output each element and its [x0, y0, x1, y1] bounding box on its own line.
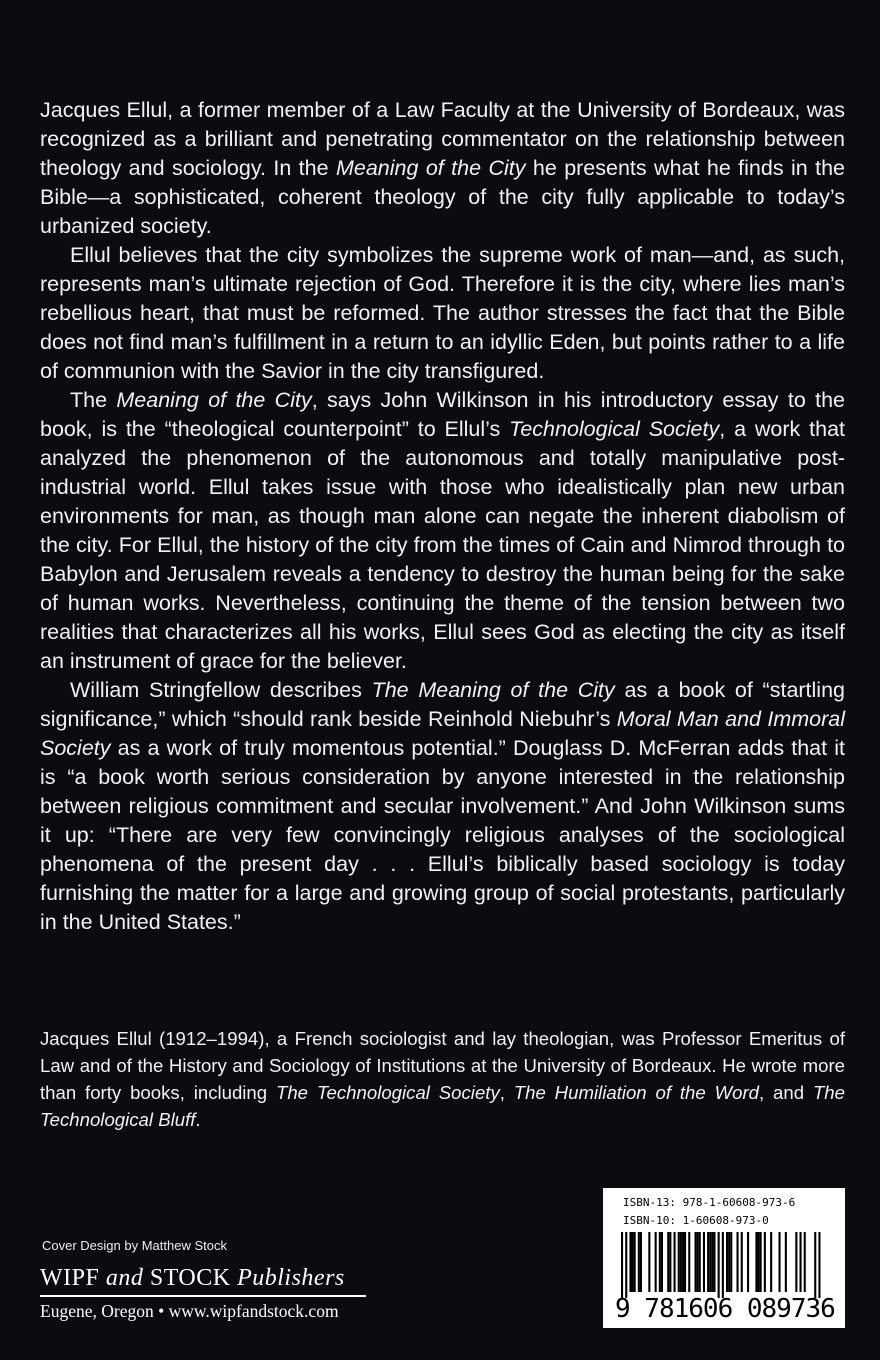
- text-run: , says John Wilkinson in his introductory essay to the book, is the “theological counterpoint” to Ellul’s: [40, 388, 845, 441]
- barcode-bar: [638, 1232, 640, 1292]
- text-run: he presents what he finds in the Bible—a sophisticated, coherent theology of the city fully applicable to today’s urbanized society.: [40, 156, 845, 238]
- barcode-bar: [682, 1232, 684, 1292]
- text-run: , a work that analyzed the phenomenon of the autonomous and totally manipulative post-industrial world. Ellul takes issue with those who idealistically plan new urban environments for man, as though man alone can negate the inherent diabolism of the city. For Ellul, the history of the city from the times of Cain and Nimrod through to Babylon and Jerusalem reveals a tendency to destroy the human being for the sake of human works. Nevertheless, continuing the theme of the tension between two realities that characterizes all his works, Ellul sees God as electing the city as itself an instrument of grace for the believer.: [40, 417, 845, 673]
- barcode-bar: [764, 1232, 766, 1292]
- italic-title: The Humiliation of the Word: [513, 1082, 760, 1103]
- barcode-bar: [634, 1232, 636, 1292]
- barcode-bar: [621, 1232, 623, 1298]
- barcode-bar: [814, 1232, 816, 1298]
- barcode-bar: [648, 1232, 650, 1292]
- text-run: The: [70, 388, 117, 412]
- barcode-bar: [632, 1232, 634, 1292]
- barcode-bar: [680, 1232, 682, 1292]
- isbn-barcode: [603, 1188, 845, 1328]
- italic-title: Moral Man and Immoral Society: [40, 707, 845, 760]
- barcode-bar: [707, 1232, 709, 1292]
- cover-design-credit: Cover Design by Matthew Stock: [42, 1238, 227, 1253]
- barcode-bar: [697, 1232, 699, 1292]
- text-run: Ellul believes that the city symbolizes the supreme work of man—and, as such, represents man’s ultimate rejection of God. Therefore it is the city, where lies man’s rebellious heart, that must be reformed. The author stresses the fact that the Bible does not find man’s fulfillment in a return to an idyllic Eden, but points rather to a life of communion with the Savior in the city transfigured.: [40, 243, 845, 383]
- text-run: Jacques Ellul, a former member of a Law Faculty at the University of Bordeaux, was recognized as a brilliant and penetrating commentator on the relationship between theology and sociology. In the: [40, 98, 845, 180]
- italic-title: The Technological Bluff: [40, 1082, 845, 1130]
- barcode-bar: [629, 1232, 631, 1292]
- barcode-bar: [695, 1232, 697, 1292]
- blurb-paragraph-1: [40, 96, 845, 241]
- barcode-bar: [804, 1232, 806, 1292]
- barcode-bar: [785, 1232, 787, 1292]
- author-bio: [40, 1025, 845, 1133]
- barcode-bar: [779, 1232, 781, 1292]
- publisher-name: WIPF and STOCK Publishers: [40, 1265, 345, 1291]
- italic-title: Meaning of the City: [116, 388, 312, 412]
- blurb-paragraph-2: [40, 241, 845, 386]
- barcode-bar: [758, 1232, 760, 1292]
- barcode-bar: [674, 1232, 676, 1292]
- text-run: .: [195, 1109, 201, 1130]
- publisher-location-line: Eugene, Oregon • www.wipfandstock.com: [40, 1300, 339, 1321]
- author-bio-text: [40, 1025, 845, 1133]
- barcode-bar: [703, 1232, 705, 1292]
- text-run: , and: [759, 1082, 813, 1103]
- barcode-bar: [747, 1232, 749, 1292]
- italic-title: The Technological Society: [275, 1082, 500, 1103]
- isbn-10-label: ISBN-10: 1-60608-973-0: [623, 1214, 769, 1227]
- barcode-bar: [711, 1232, 713, 1292]
- publisher-rule: [40, 1295, 366, 1297]
- barcode-bar: [755, 1232, 757, 1292]
- barcode-bar: [728, 1232, 730, 1292]
- barcode-bar: [741, 1232, 743, 1292]
- barcode-bar: [659, 1232, 661, 1292]
- barcode-bar: [688, 1232, 690, 1292]
- barcode-bar: [709, 1232, 711, 1292]
- text-run: as a work of truly momentous potential.” Douglass D. McFerran adds that it is “a book worth serious consideration by anyone interested in the relationship between religious commitment and secular involvement.” And John Wilkinson sums it up: “There are very few convincingly religious analyses of the sociological phenomena of the present day . . . Ellul’s biblically based sociology is today furnishing the matter for a large and growing group of social protestants, particularly in the United States.”: [40, 736, 845, 934]
- italic-title: The Meaning of the City: [371, 678, 615, 702]
- barcode-bars: [621, 1232, 829, 1298]
- barcode-bar: [722, 1232, 724, 1298]
- barcode-bar: [800, 1232, 802, 1292]
- back-cover-blurb: [40, 96, 845, 937]
- barcode-bar: [661, 1232, 663, 1292]
- publisher-logo: [40, 1265, 370, 1322]
- text-run: as a book of “startling significance,” which “should rank beside Reinhold Niebuhr’s: [40, 678, 845, 731]
- barcode-bar: [737, 1232, 739, 1292]
- blurb-paragraph-4: [40, 676, 845, 937]
- barcode-bar: [726, 1232, 728, 1292]
- barcode-bar: [640, 1232, 642, 1292]
- barcode-bar: [760, 1232, 762, 1292]
- barcode-digits: 9 781606 089736: [615, 1294, 835, 1324]
- barcode-bar: [655, 1232, 657, 1292]
- text-run: William Stringfellow describes: [70, 678, 372, 702]
- barcode-bar: [718, 1232, 720, 1298]
- text-run: Jacques Ellul (1912–1994), a French sociologist and lay theologian, was Professor Emeritus of Law and of the History and Sociology of Institutions at the University of Bordeaux. He wrote more than forty books, including: [40, 1028, 845, 1103]
- italic-title: Meaning of the City: [335, 156, 526, 180]
- barcode-bar: [818, 1232, 820, 1298]
- barcode-bar: [667, 1232, 669, 1292]
- isbn-13-label: ISBN-13: 978-1-60608-973-6: [623, 1196, 796, 1209]
- barcode-bar: [625, 1232, 627, 1298]
- italic-title: Technological Society: [509, 417, 720, 441]
- barcode-bar: [684, 1232, 686, 1292]
- blurb-paragraph-3: [40, 386, 845, 676]
- barcode-bar: [713, 1232, 715, 1292]
- barcode-bar: [795, 1232, 797, 1292]
- text-run: ,: [499, 1082, 514, 1103]
- barcode-bar: [699, 1232, 701, 1292]
- barcode-bar: [730, 1232, 732, 1292]
- barcode-bar: [678, 1232, 680, 1292]
- barcode-bar: [770, 1232, 772, 1292]
- barcode-bar: [669, 1232, 671, 1292]
